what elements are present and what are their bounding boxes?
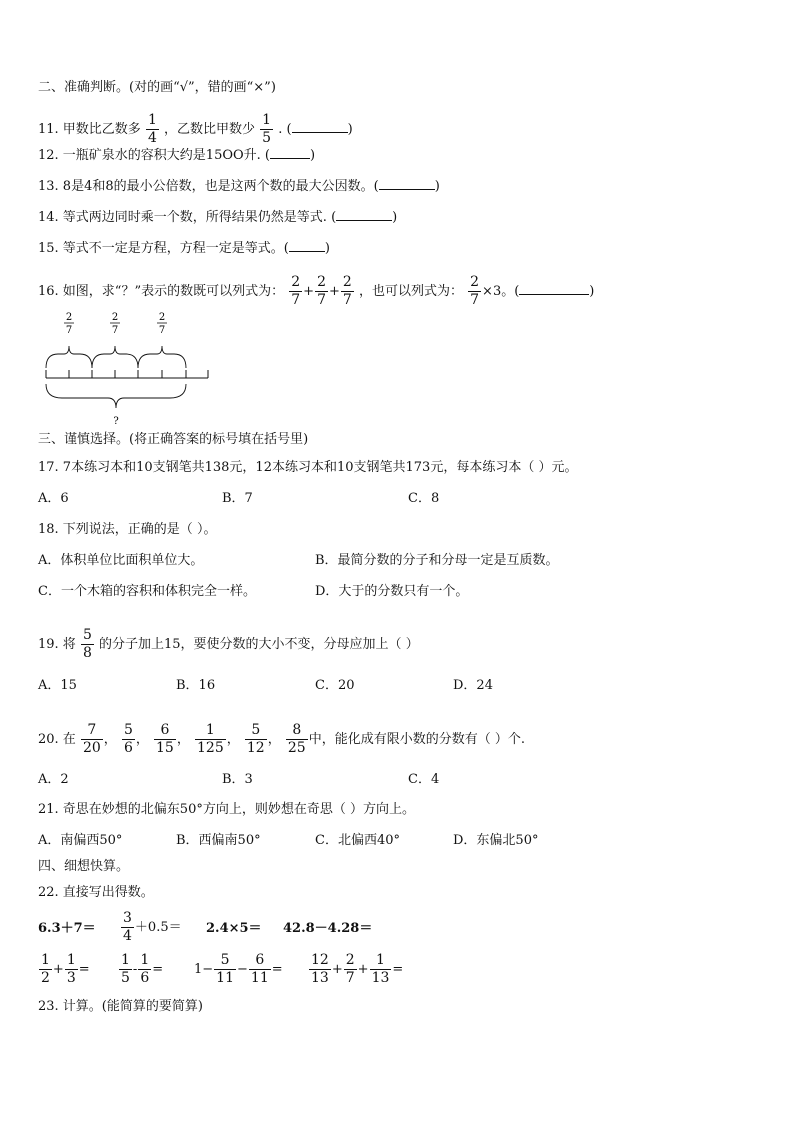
fraction-2-7: $\frac{2}{7}$ <box>317 274 326 308</box>
q11-text-c: . ( <box>278 122 292 137</box>
expr-6-3-plus-7: 6.3＋7＝ <box>38 921 96 936</box>
fraction-1-6: $\frac{1}{6}$ <box>140 952 150 986</box>
times-three: ×3 <box>482 284 502 299</box>
fraction-2-7: $\frac{2}{7}$ <box>470 274 480 308</box>
top-brace <box>46 346 92 368</box>
option-d[interactable]: D．大于的分数只有一个。 <box>315 584 469 599</box>
option-b[interactable]: B．最简分数的分子和分母一定是互质数。 <box>315 553 559 568</box>
option-d[interactable]: D．24 <box>453 678 493 693</box>
fraction-2-7: $\frac{2}{7}$ <box>342 274 352 308</box>
fraction-1-5: $\frac{1}{5}$ <box>262 112 272 146</box>
fraction-5-11: $\frac{5}{11}$ <box>216 952 234 986</box>
bottom-brace <box>46 384 186 408</box>
top-label <box>157 312 167 336</box>
question-22: 22. 直接写出得数。 <box>38 885 154 900</box>
expr-fifth-minus-sixth <box>118 952 163 987</box>
fraction-2-7: $\frac{2}{7}$ <box>291 274 301 308</box>
fraction-6-11: $\frac{6}{11}$ <box>250 952 269 986</box>
fraction-6-15: $\frac{6}{15}$ <box>156 722 174 756</box>
option-a[interactable]: A．南偏西50° <box>38 833 123 848</box>
number-line-diagram <box>38 308 218 428</box>
question-15 <box>38 239 330 258</box>
operator: + <box>331 962 343 977</box>
fraction-5-8: $\frac{5}{8}$ <box>82 627 92 661</box>
operator: − <box>237 962 248 977</box>
section-4-title: 四、细想快算。 <box>38 859 130 874</box>
fraction-1-125: $\frac{1}{125}$ <box>197 722 224 756</box>
q12-close: ) <box>310 148 316 163</box>
equals: = <box>392 962 404 977</box>
q16-text-a: 16. 如图，求“？”表示的数既可以列式为： <box>38 284 285 299</box>
fraction-7-20: $\frac{7}{20}$ <box>82 722 101 756</box>
question-21: 21. 奇思在妙想的北偏东50°方向上，则妙想在奇思（ ）方向上。 <box>38 802 415 817</box>
expr-prefix: 1− <box>194 962 214 977</box>
option-b[interactable]: B．3 <box>222 772 253 787</box>
section-2-title: 二、准确判断。(对的画“√”，错的画“×”) <box>38 80 276 95</box>
option-c[interactable]: C．4 <box>408 772 440 787</box>
q11-close: ) <box>347 122 353 137</box>
q13-close: ) <box>434 179 440 194</box>
top-brace <box>138 346 186 368</box>
question-16 <box>38 274 594 309</box>
top-brace <box>92 346 138 368</box>
svg-text:2: 2 <box>111 312 119 323</box>
fraction-1-2: $\frac{1}{2}$ <box>41 952 50 986</box>
svg-text:7: 7 <box>111 325 119 336</box>
q15-close: ) <box>324 241 330 256</box>
option-b[interactable]: B．7 <box>222 491 253 506</box>
fraction-1-3: $\frac{1}{3}$ <box>66 952 76 986</box>
expr-2-4-times-5: 2.4×5＝ <box>206 921 262 936</box>
answer-blank[interactable] <box>336 208 392 221</box>
q12-text: 12. 一瓶矿泉水的容积大约是15OO升. ( <box>38 148 271 163</box>
option-a[interactable]: A．15 <box>38 678 77 693</box>
fraction-1-5: $\frac{1}{5}$ <box>121 952 130 986</box>
plus-sign: + <box>329 284 340 299</box>
q16-text-c: 。( <box>501 284 520 299</box>
option-d[interactable]: D．东偏北50° <box>453 833 539 848</box>
comma: ， <box>267 732 281 747</box>
q16-text-b: ，也可以列式为： <box>358 284 463 299</box>
answer-blank[interactable] <box>292 120 348 133</box>
comma: ， <box>226 732 240 747</box>
fraction-3-4: $\frac{3}{4}$ <box>123 910 132 944</box>
fraction-5-6: $\frac{5}{6}$ <box>123 722 133 756</box>
comma: ， <box>176 732 190 747</box>
q19-text-b: 的分子加上15，要使分数的大小不变，分母应加上（ ） <box>99 637 419 652</box>
q15-text: 15. 等式不一定是方程，方程一定是等式。( <box>38 241 289 256</box>
expr-tail: ＋0.5＝ <box>134 920 182 935</box>
answer-blank[interactable] <box>379 177 435 190</box>
equals: = <box>271 962 283 977</box>
fraction-1-4: $\frac{1}{4}$ <box>147 112 157 146</box>
question-23: 23. 计算。(能简算的要简算) <box>38 999 203 1014</box>
tick-marks <box>46 370 208 378</box>
q19-text-a: 19. 将 <box>38 637 76 652</box>
expr-half-plus-third <box>38 952 90 987</box>
q14-text: 14. 等式两边同时乘一个数，所得结果仍然是等式. ( <box>38 210 337 225</box>
fraction-8-25: $\frac{8}{25}$ <box>287 722 306 756</box>
fraction-2-7: $\frac{2}{7}$ <box>345 952 355 986</box>
expr-thirteenths-sum <box>308 952 403 987</box>
operator: - <box>132 962 138 977</box>
option-c[interactable]: C．一个木箱的容积和体积完全一样。 <box>38 584 256 599</box>
top-label <box>64 312 74 336</box>
comma: ， <box>135 732 149 747</box>
plus-sign: + <box>303 284 315 299</box>
fraction-5-12: $\frac{5}{12}$ <box>246 722 265 756</box>
fraction-12-13: $\frac{12}{13}$ <box>311 952 329 986</box>
question-20 <box>38 722 525 757</box>
q16-close: ) <box>589 284 595 299</box>
q13-text: 13. 8是4和8的最小公倍数，也是这两个数的最大公因数。( <box>38 179 379 194</box>
svg-text:2: 2 <box>65 312 73 323</box>
q20-text-b: 中，能化成有限小数的分数有（ ）个. <box>308 732 525 747</box>
question-18: 18. 下列说法，正确的是（ ）。 <box>38 522 217 537</box>
option-b[interactable]: B．16 <box>176 678 216 693</box>
option-a[interactable]: A．2 <box>38 772 69 787</box>
option-c[interactable]: C．8 <box>408 491 440 506</box>
option-c[interactable]: C．北偏西40° <box>315 833 400 848</box>
operator: + <box>357 962 369 977</box>
question-17: 17. 7本练习本和10支钢笔共138元，12本练习本和10支钢笔共173元，每本练习本（ ）元。 <box>38 460 578 475</box>
svg-text:7: 7 <box>65 325 73 336</box>
option-c[interactable]: C．20 <box>315 678 355 693</box>
expr-3-4-plus-0-5 <box>120 910 182 945</box>
answer-blank[interactable] <box>270 146 310 159</box>
q14-close: ) <box>392 210 398 225</box>
answer-blank[interactable] <box>519 282 589 295</box>
q11-text-a: 11. 甲数比乙数多 <box>38 122 141 137</box>
comma: ， <box>103 732 117 747</box>
answer-blank[interactable] <box>289 239 325 252</box>
expr-one-minus-elevenths <box>194 952 283 987</box>
question-13 <box>38 177 440 196</box>
question-12 <box>38 146 315 165</box>
section-3-title: 三、谨慎选择。(将正确答案的标号填在括号里) <box>38 432 309 447</box>
q20-text-a: 20. 在 <box>38 732 76 747</box>
question-11 <box>38 112 353 147</box>
svg-text:7: 7 <box>158 325 166 336</box>
top-label <box>110 312 120 336</box>
option-a[interactable]: A．体积单位比面积单位大。 <box>38 553 204 568</box>
q11-text-b: ，乙数比甲数少 <box>164 122 256 137</box>
option-a[interactable]: A．6 <box>38 491 69 506</box>
question-14 <box>38 208 397 227</box>
option-b[interactable]: B．西偏南50° <box>176 833 261 848</box>
fraction-1-13: $\frac{1}{13}$ <box>371 952 390 986</box>
operator: + <box>52 962 64 977</box>
question-mark-label: ? <box>113 416 119 427</box>
equals: = <box>78 962 90 977</box>
equals: = <box>152 962 164 977</box>
question-19 <box>38 627 419 662</box>
svg-text:2: 2 <box>158 312 166 323</box>
expr-42-8-minus-4-28: 42.8－4.28＝ <box>283 921 373 936</box>
